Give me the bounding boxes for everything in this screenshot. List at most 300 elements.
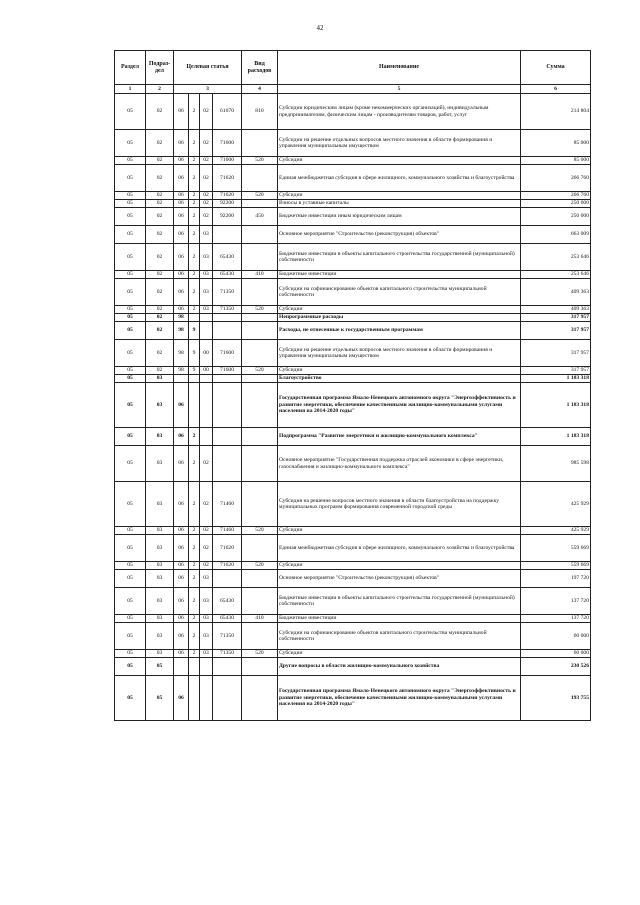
sum-cell: 317 957 (521, 340, 591, 367)
target-code-cell: 06 (174, 279, 189, 306)
target-code-cell: 06 (174, 192, 189, 200)
sum-cell: 1 183 318 (521, 428, 591, 446)
section-cell: 05 (115, 165, 146, 192)
sum-cell: 317 957 (521, 367, 591, 375)
table-row (115, 428, 591, 446)
section-cell: 05 (115, 650, 146, 658)
name-cell: Субсидия на решение вопросов местного значения в области благоустройства на поддержку муниципальных программ формирования современной городской среды (278, 482, 521, 527)
expense-type-cell (242, 314, 278, 322)
target-code-cell: 06 (174, 226, 189, 244)
target-code-cell: 06 (174, 562, 189, 570)
target-code-cell: 06 (174, 130, 189, 157)
table-row (115, 192, 591, 200)
target-code-cell: 2 (189, 562, 200, 570)
table-row (115, 562, 591, 570)
expense-type-cell (242, 428, 278, 446)
section-cell: 05 (115, 676, 146, 721)
expense-type-cell: 520 (242, 306, 278, 314)
subsection-cell: 02 (146, 165, 174, 192)
target-code-cell (213, 446, 242, 482)
target-code-cell: 02 (200, 157, 213, 165)
section-cell: 05 (115, 615, 146, 623)
name-cell: Единая межбюджетная субсидия в сфере жилищного, коммунального хозяйства и благоустройства (278, 165, 521, 192)
target-code-cell: 71600 (213, 340, 242, 367)
name-cell: Государственная программа Ямало-Ненецкого автономного округа "Энергоэффективность и развитие энергетики, обеспечение качественными жилищно-коммунальными услугами населения на 2014-2020 годы" (278, 676, 521, 721)
target-code-cell: 98 (174, 367, 189, 375)
target-code-cell (200, 383, 213, 428)
target-code-cell (174, 375, 189, 383)
header-expense-type: Вид расходов (242, 51, 278, 85)
name-cell: Расходы, не отнесенные к государственным программам (278, 322, 521, 340)
expense-type-cell (242, 446, 278, 482)
target-code-cell (213, 428, 242, 446)
column-number: 1 (115, 85, 146, 94)
sum-cell: 60 000 (521, 623, 591, 650)
target-code-cell: 03 (200, 650, 213, 658)
subsection-cell: 02 (146, 244, 174, 271)
expense-type-cell: 520 (242, 650, 278, 658)
sum-cell: 266 760 (521, 165, 591, 192)
target-code-cell: 02 (200, 482, 213, 527)
table-row (115, 271, 591, 279)
name-cell: Благоустройство (278, 375, 521, 383)
target-code-cell: 2 (189, 279, 200, 306)
table-row (115, 588, 591, 615)
expense-type-cell (242, 588, 278, 615)
target-code-cell: 2 (189, 200, 200, 208)
expense-type-cell (242, 340, 278, 367)
section-cell: 05 (115, 658, 146, 676)
section-cell: 05 (115, 157, 146, 165)
section-cell: 05 (115, 271, 146, 279)
target-code-cell: 03 (200, 271, 213, 279)
budget-table (114, 50, 591, 721)
sum-cell: 193 755 (521, 676, 591, 721)
name-cell: Субсидии юридическим лицам (кроме некоммерческих организаций), индивидуальным предпринимателям, физическим лицам - производителям товаров, работ, услуг (278, 94, 521, 130)
name-cell: Субсидии (278, 562, 521, 570)
target-code-cell: 71350 (213, 306, 242, 314)
table-row (115, 383, 591, 428)
table-body (115, 94, 591, 721)
section-cell: 05 (115, 383, 146, 428)
name-cell: Субсидии на решение отдельных вопросов местного значения в области формирования и управления муниципальным имуществом (278, 340, 521, 367)
subsection-cell: 02 (146, 322, 174, 340)
target-code-cell: 65430 (213, 271, 242, 279)
subsection-cell: 03 (146, 588, 174, 615)
target-code-cell: 65430 (213, 588, 242, 615)
section-cell: 05 (115, 375, 146, 383)
expense-type-cell (242, 676, 278, 721)
target-code-cell: 06 (174, 615, 189, 623)
expense-type-cell (242, 226, 278, 244)
table-row (115, 340, 591, 367)
sum-cell: 60 000 (521, 650, 591, 658)
target-code-cell: 9 (189, 367, 200, 375)
section-cell: 05 (115, 535, 146, 562)
target-code-cell: 2 (189, 615, 200, 623)
name-cell: Субсидии на софинансирование объектов капитального строительства муниципальной собственности (278, 623, 521, 650)
column-numbers-row (115, 85, 591, 94)
name-cell: Бюджетные инвестиции (278, 615, 521, 623)
subsection-cell: 03 (146, 482, 174, 527)
sum-cell: 250 000 (521, 208, 591, 226)
target-code-cell: 9 (189, 322, 200, 340)
section-cell: 05 (115, 570, 146, 588)
target-code-cell: 06 (174, 200, 189, 208)
header-sum: Сумма (521, 51, 591, 85)
target-code-cell: 2 (189, 165, 200, 192)
subsection-cell: 02 (146, 306, 174, 314)
target-code-cell: 03 (200, 570, 213, 588)
target-code-cell (189, 676, 200, 721)
target-code-cell: 2 (189, 527, 200, 535)
target-code-cell: 06 (174, 482, 189, 527)
expense-type-cell (242, 658, 278, 676)
target-code-cell: 71600 (213, 130, 242, 157)
column-number: 4 (242, 85, 278, 94)
subsection-cell: 02 (146, 192, 174, 200)
target-code-cell: 06 (174, 383, 189, 428)
target-code-cell (189, 314, 200, 322)
header-subsection: Подраз-дел (146, 51, 174, 85)
table-row (115, 658, 591, 676)
section-cell: 05 (115, 446, 146, 482)
sum-cell: 253 646 (521, 244, 591, 271)
target-code-cell (200, 375, 213, 383)
subsection-cell: 03 (146, 527, 174, 535)
table-row (115, 226, 591, 244)
target-code-cell: 02 (200, 527, 213, 535)
name-cell: Субсидии (278, 157, 521, 165)
column-number: 2 (146, 85, 174, 94)
target-code-cell: 06 (174, 535, 189, 562)
section-cell: 05 (115, 482, 146, 527)
subsection-cell: 02 (146, 314, 174, 322)
section-cell: 05 (115, 279, 146, 306)
subsection-cell: 03 (146, 562, 174, 570)
target-code-cell (213, 383, 242, 428)
target-code-cell: 03 (200, 306, 213, 314)
table-row (115, 306, 591, 314)
target-code-cell: 02 (200, 208, 213, 226)
name-cell: Бюджетные инвестиции (278, 271, 521, 279)
expense-type-cell (242, 165, 278, 192)
table-row (115, 570, 591, 588)
name-cell: Субсидии на софинансирование объектов капитального строительства муниципальной собственности (278, 279, 521, 306)
subsection-cell: 02 (146, 130, 174, 157)
subsection-cell: 03 (146, 623, 174, 650)
column-number: 3 (174, 85, 242, 94)
subsection-cell: 03 (146, 446, 174, 482)
target-code-cell: 06 (174, 306, 189, 314)
subsection-cell: 03 (146, 535, 174, 562)
target-code-cell: 06 (174, 208, 189, 226)
target-code-cell: 2 (189, 570, 200, 588)
target-code-cell: 65430 (213, 244, 242, 271)
target-code-cell: 92200 (213, 208, 242, 226)
target-code-cell: 2 (189, 208, 200, 226)
subsection-cell: 02 (146, 208, 174, 226)
target-code-cell: 2 (189, 226, 200, 244)
sum-cell: 317 957 (521, 322, 591, 340)
target-code-cell: 02 (200, 535, 213, 562)
target-code-cell: 02 (200, 192, 213, 200)
target-code-cell: 06 (174, 650, 189, 658)
table-row (115, 314, 591, 322)
target-code-cell: 2 (189, 192, 200, 200)
target-code-cell: 61070 (213, 94, 242, 130)
table-row (115, 130, 591, 157)
table-row (115, 375, 591, 383)
target-code-cell: 92200 (213, 200, 242, 208)
sum-cell: 409 363 (521, 279, 591, 306)
sum-cell: 137 720 (521, 615, 591, 623)
subsection-cell: 02 (146, 340, 174, 367)
sum-cell: 197 720 (521, 570, 591, 588)
table-row (115, 367, 591, 375)
expense-type-cell (242, 570, 278, 588)
target-code-cell: 06 (174, 157, 189, 165)
section-cell: 05 (115, 428, 146, 446)
target-code-cell: 2 (189, 157, 200, 165)
name-cell: Субсидии (278, 527, 521, 535)
target-code-cell: 03 (200, 279, 213, 306)
target-code-cell (213, 314, 242, 322)
expense-type-cell (242, 375, 278, 383)
sum-cell: 1 183 318 (521, 375, 591, 383)
subsection-cell: 02 (146, 94, 174, 130)
name-cell: Бюджетные инвестиции иным юридическим лицам (278, 208, 521, 226)
target-code-cell: 71350 (213, 650, 242, 658)
target-code-cell: 71600 (213, 157, 242, 165)
target-code-cell: 71600 (213, 367, 242, 375)
section-cell: 05 (115, 192, 146, 200)
section-cell: 05 (115, 623, 146, 650)
target-code-cell: 98 (174, 322, 189, 340)
column-number: 5 (278, 85, 521, 94)
subsection-cell: 05 (146, 676, 174, 721)
sum-cell: 250 000 (521, 200, 591, 208)
target-code-cell (200, 322, 213, 340)
sum-cell: 559 669 (521, 562, 591, 570)
expense-type-cell: 520 (242, 157, 278, 165)
target-code-cell (213, 570, 242, 588)
name-cell: Субсидии на решение отдельных вопросов местного значения в области формирования и управления муниципальным имуществом (278, 130, 521, 157)
name-cell: Взносы в уставные капиталы (278, 200, 521, 208)
subsection-cell: 02 (146, 200, 174, 208)
subsection-cell: 02 (146, 271, 174, 279)
target-code-cell: 06 (174, 570, 189, 588)
subsection-cell: 03 (146, 375, 174, 383)
target-code-cell: 71620 (213, 165, 242, 192)
target-code-cell: 03 (200, 588, 213, 615)
sum-cell: 317 957 (521, 314, 591, 322)
name-cell: Единая межбюджетная субсидия в сфере жилищного, коммунального хозяйства и благоустройства (278, 535, 521, 562)
target-code-cell: 02 (200, 165, 213, 192)
target-code-cell: 06 (174, 527, 189, 535)
target-code-cell: 2 (189, 446, 200, 482)
subsection-cell: 03 (146, 383, 174, 428)
name-cell: Бюджетные инвестиции в объекты капитального строительства государственной (муниципальной) собственности (278, 588, 521, 615)
target-code-cell (189, 658, 200, 676)
expense-type-cell: 520 (242, 367, 278, 375)
subsection-cell: 03 (146, 615, 174, 623)
target-code-cell: 06 (174, 623, 189, 650)
target-code-cell: 2 (189, 94, 200, 130)
name-cell: Непрограммные расходы (278, 314, 521, 322)
table-row (115, 623, 591, 650)
target-code-cell: 2 (189, 650, 200, 658)
section-cell: 05 (115, 200, 146, 208)
target-code-cell: 2 (189, 244, 200, 271)
target-code-cell: 03 (200, 623, 213, 650)
target-code-cell: 71460 (213, 527, 242, 535)
sum-cell: 1 183 318 (521, 383, 591, 428)
target-code-cell: 03 (200, 244, 213, 271)
expense-type-cell (242, 244, 278, 271)
table-row (115, 94, 591, 130)
target-code-cell (213, 322, 242, 340)
header-name: Наименование (278, 51, 521, 85)
expense-type-cell (242, 535, 278, 562)
target-code-cell: 71350 (213, 623, 242, 650)
expense-type-cell (242, 482, 278, 527)
sum-cell: 214 804 (521, 94, 591, 130)
sum-cell: 663 009 (521, 226, 591, 244)
table-row (115, 322, 591, 340)
name-cell: Субсидии (278, 650, 521, 658)
target-code-cell: 65430 (213, 615, 242, 623)
subsection-cell: 02 (146, 157, 174, 165)
target-code-cell: 98 (174, 340, 189, 367)
subsection-cell: 02 (146, 279, 174, 306)
sum-cell: 409 363 (521, 306, 591, 314)
name-cell: Бюджетные инвестиции в объекты капитального строительства государственной (муниципальной) собственности (278, 244, 521, 271)
sum-cell: 425 929 (521, 482, 591, 527)
subsection-cell: 05 (146, 658, 174, 676)
subsection-cell: 03 (146, 650, 174, 658)
table-row (115, 157, 591, 165)
sum-cell: 85 000 (521, 157, 591, 165)
expense-type-cell: 520 (242, 562, 278, 570)
target-code-cell: 06 (174, 271, 189, 279)
target-code-cell (200, 428, 213, 446)
target-code-cell: 02 (200, 94, 213, 130)
name-cell: Государственная программа Ямало-Ненецкого автономного округа "Энергоэффективность и развитие энергетики, обеспечение качественными жилищно-коммунальными услугами населения на 2014-2020 годы" (278, 383, 521, 428)
expense-type-cell (242, 200, 278, 208)
target-code-cell (213, 375, 242, 383)
expense-type-cell (242, 279, 278, 306)
column-number: 6 (521, 85, 591, 94)
expense-type-cell: 810 (242, 94, 278, 130)
table-row (115, 165, 591, 192)
page-number: 42 (316, 24, 324, 32)
header-target: Целевая статья (174, 51, 242, 85)
target-code-cell: 71620 (213, 192, 242, 200)
section-cell: 05 (115, 562, 146, 570)
target-code-cell: 06 (174, 165, 189, 192)
name-cell: Другие вопросы в области жилищно-коммунального хозяйства (278, 658, 521, 676)
table-row (115, 527, 591, 535)
table-row (115, 676, 591, 721)
target-code-cell: 9 (189, 340, 200, 367)
expense-type-cell (242, 322, 278, 340)
expense-type-cell (242, 383, 278, 428)
section-cell: 05 (115, 94, 146, 130)
subsection-cell: 02 (146, 226, 174, 244)
section-cell: 05 (115, 244, 146, 271)
table-row (115, 650, 591, 658)
target-code-cell: 2 (189, 130, 200, 157)
name-cell: Субсидии (278, 192, 521, 200)
target-code-cell: 02 (200, 130, 213, 157)
target-code-cell: 71350 (213, 279, 242, 306)
section-cell: 05 (115, 314, 146, 322)
section-cell: 05 (115, 306, 146, 314)
name-cell: Основное мероприятие "Государственная поддержка отраслей экономики в сфере энергетики, газоснабжения и жилищно-коммунального комплекса" (278, 446, 521, 482)
sum-cell: 137 720 (521, 588, 591, 615)
table-row (115, 200, 591, 208)
expense-type-cell: 520 (242, 527, 278, 535)
table-row (115, 244, 591, 271)
table-row (115, 482, 591, 527)
expense-type-cell: 410 (242, 271, 278, 279)
expense-type-cell: 410 (242, 615, 278, 623)
expense-type-cell: 450 (242, 208, 278, 226)
target-code-cell (213, 658, 242, 676)
section-cell: 05 (115, 208, 146, 226)
table-row (115, 446, 591, 482)
table-row (115, 208, 591, 226)
target-code-cell: 02 (200, 200, 213, 208)
target-code-cell: 06 (174, 676, 189, 721)
table-row (115, 279, 591, 306)
sum-cell: 85 000 (521, 130, 591, 157)
target-code-cell (200, 314, 213, 322)
section-cell: 05 (115, 340, 146, 367)
target-code-cell: 71460 (213, 482, 242, 527)
target-code-cell: 71620 (213, 535, 242, 562)
header-section: Раздел (115, 51, 146, 85)
section-cell: 05 (115, 527, 146, 535)
expense-type-cell (242, 130, 278, 157)
sum-cell: 230 526 (521, 658, 591, 676)
target-code-cell: 98 (174, 314, 189, 322)
target-code-cell (174, 658, 189, 676)
sum-cell: 559 669 (521, 535, 591, 562)
sum-cell: 985 598 (521, 446, 591, 482)
target-code-cell: 00 (200, 340, 213, 367)
target-code-cell: 71620 (213, 562, 242, 570)
target-code-cell: 06 (174, 446, 189, 482)
target-code-cell: 02 (200, 446, 213, 482)
target-code-cell: 03 (200, 226, 213, 244)
subsection-cell: 03 (146, 570, 174, 588)
sum-cell: 253 646 (521, 271, 591, 279)
target-code-cell: 00 (200, 367, 213, 375)
expense-type-cell (242, 623, 278, 650)
target-code-cell (189, 383, 200, 428)
section-cell: 05 (115, 367, 146, 375)
target-code-cell: 03 (200, 615, 213, 623)
target-code-cell: 2 (189, 588, 200, 615)
section-cell: 05 (115, 130, 146, 157)
table-row (115, 615, 591, 623)
expense-type-cell: 520 (242, 192, 278, 200)
sum-cell: 425 929 (521, 527, 591, 535)
target-code-cell: 06 (174, 428, 189, 446)
target-code-cell: 2 (189, 306, 200, 314)
